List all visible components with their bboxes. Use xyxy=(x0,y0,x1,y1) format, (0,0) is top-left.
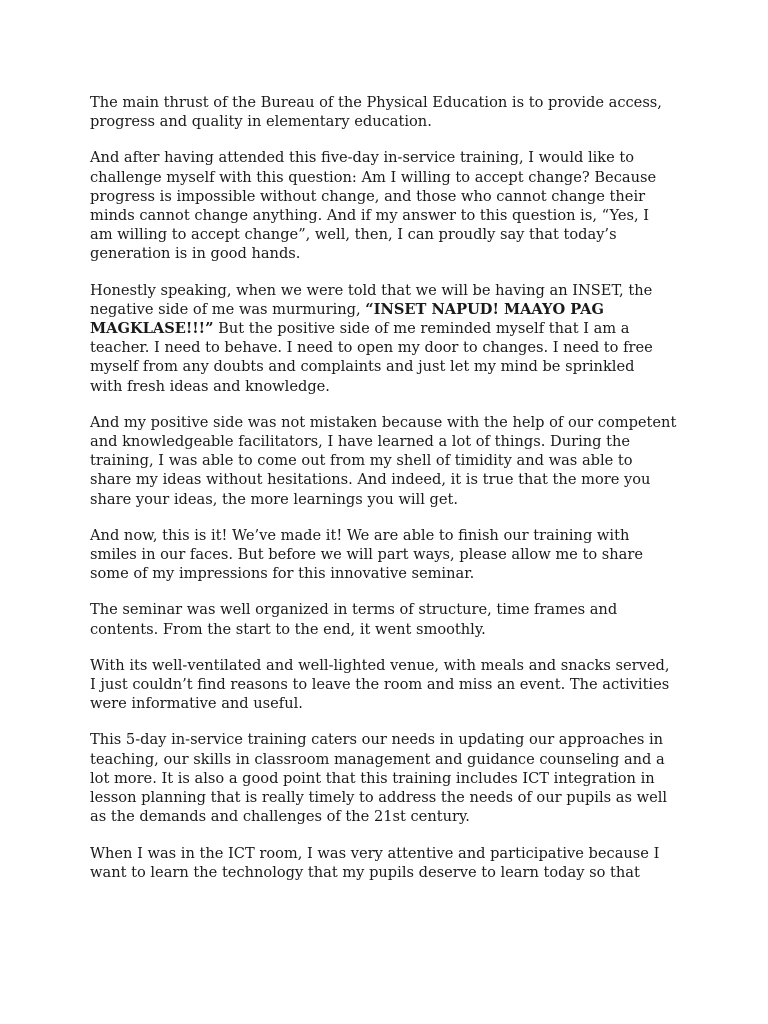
text-line: I just couldn’t find reasons to leave the room and miss an event. The activities xyxy=(90,676,670,694)
text-line: some of my impressions for this innovative seminar. xyxy=(90,565,475,583)
text-line: The main thrust of the Bureau of the Physical Education is to provide access, xyxy=(90,94,662,111)
text-line: with fresh ideas and knowledge. xyxy=(90,377,330,395)
text-line: challenge myself with this question: Am I willing to accept change? Because xyxy=(90,168,657,186)
bold-quote: “INSET NAPUD! MAAYO PAG xyxy=(365,300,604,318)
paragraph-4 xyxy=(90,413,680,509)
text-line: generation is in good hands. xyxy=(90,245,301,263)
text-line: minds cannot change anything. And if my answer to this question is, “Yes, I xyxy=(90,207,650,225)
paragraph-2 xyxy=(90,148,680,263)
bold-quote: MAGKLASE!!!” xyxy=(90,320,214,338)
text-line: teacher. I need to behave. I need to open my door to changes. I need to free xyxy=(90,339,653,357)
text-line: myself from any doubts and complaints and just let my mind be sprinkled xyxy=(90,358,635,376)
text-line: share my ideas without hesitations. And indeed, it is true that the more you xyxy=(90,471,651,489)
paragraph-8 xyxy=(90,730,680,826)
paragraph-1 xyxy=(90,93,680,131)
paragraph-7 xyxy=(90,656,680,714)
text-line: progress and quality in elementary education. xyxy=(90,113,432,131)
document-body xyxy=(90,93,680,899)
text-line: want to learn the technology that my pupils deserve to learn today so that xyxy=(90,863,640,881)
text-line: training, I was able to come out from my shell of timidity and was able to xyxy=(90,452,633,470)
text-line xyxy=(90,319,680,338)
text-line: And my positive side was not mistaken because with the help of our competent xyxy=(90,413,677,431)
text-segment: negative side of me was murmuring, xyxy=(90,300,366,318)
text-line: were informative and useful. xyxy=(90,695,303,713)
text-line: And now, this is it! We’ve made it! We are able to finish our training with xyxy=(90,526,630,544)
text-line: smiles in our faces. But before we will part ways, please allow me to share xyxy=(90,546,643,564)
text-segment: But the positive side of me reminded myself that I am a xyxy=(213,320,630,338)
text-line: This 5-day in-service training caters our needs in updating our approaches in xyxy=(90,731,664,749)
paragraph-6 xyxy=(90,600,680,638)
text-line: share your ideas, the more learnings you will get. xyxy=(90,490,459,508)
paragraph-5 xyxy=(90,526,680,584)
text-line xyxy=(90,300,680,319)
paragraph-3 xyxy=(90,281,680,396)
text-line: With its well-ventilated and well-lighted venue, with meals and snacks served, xyxy=(90,656,670,674)
text-line: lesson planning that is really timely to address the needs of our pupils as well xyxy=(90,789,668,807)
text-line: Honestly speaking, when we were told that we will be having an INSET, the xyxy=(90,281,653,299)
text-line: am willing to accept change”, well, then, I can proudly say that today’s xyxy=(90,226,617,244)
paragraph-9 xyxy=(90,844,680,882)
text-line: The seminar was well organized in terms of structure, time frames and xyxy=(90,601,618,619)
text-line: lot more. It is also a good point that this training includes ICT integration in xyxy=(90,769,655,787)
text-line: contents. From the start to the end, it went smoothly. xyxy=(90,620,486,638)
text-line: teaching, our skills in classroom management and guidance counseling and a xyxy=(90,750,665,768)
text-line: progress is impossible without change, and those who cannot change their xyxy=(90,187,646,205)
text-line: And after having attended this five-day in-service training, I would like to xyxy=(90,149,635,167)
text-line: as the demands and challenges of the 21st century. xyxy=(90,808,470,826)
text-line: When I was in the ICT room, I was very attentive and participative because I xyxy=(90,844,660,862)
text-line: and knowledgeable facilitators, I have learned a lot of things. During the xyxy=(90,433,631,451)
